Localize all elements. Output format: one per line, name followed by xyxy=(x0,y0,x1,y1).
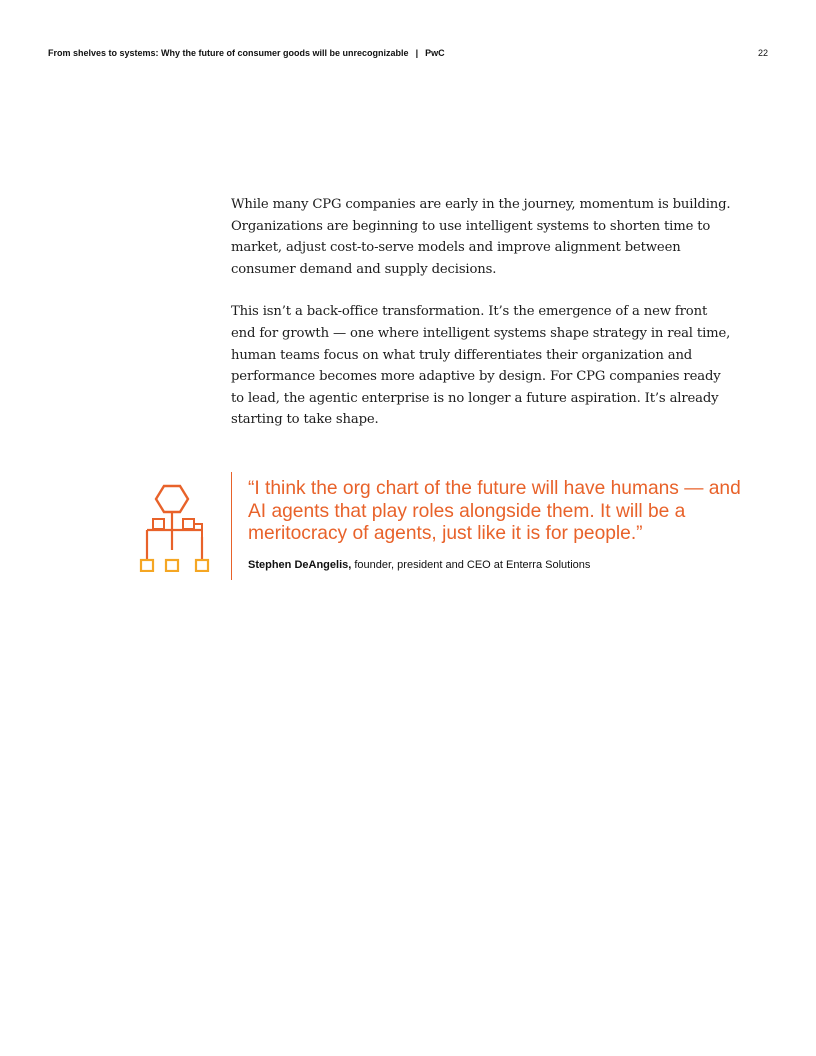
author-title: founder, president and CEO at Enterra Solutions xyxy=(351,559,591,571)
body-text xyxy=(231,194,731,452)
paragraph: This isn’t a back-office transformation. It’s the emergence of a new front end for growth — one where intelligent systems shape strategy in real time, human teams focus on what truly differentiates their organization and performance becomes more adaptive by design. For CPG companies ready to lead, the agentic enterprise is no longer a future aspiration. It’s already starting to take shape. xyxy=(231,304,731,428)
paragraph: While many CPG companies are early in the journey, momentum is building. Organizations are beginning to use intelligent systems to shorten time to market, adjust cost-to-serve models and improve alignment between consumer demand and supply decisions. xyxy=(231,197,731,277)
running-header xyxy=(48,47,768,61)
author-name: Stephen DeAngelis, xyxy=(248,559,352,571)
page-number: 22 xyxy=(757,48,768,58)
document-title: From shelves to systems: Why the future of consumer goods will be unrecognizable xyxy=(48,48,409,58)
header-separator: | xyxy=(415,48,419,58)
quote-attribution xyxy=(248,558,758,572)
quote-text: “I think the org chart of the future will have humans — and AI agents that play roles alongside them. It will be a meritocracy of agents, just like it is for people.” xyxy=(248,478,741,545)
pull-quote xyxy=(136,472,756,582)
org-chart-icon xyxy=(136,482,216,572)
quote-divider xyxy=(231,472,232,580)
brand-name: PwC xyxy=(425,48,445,58)
